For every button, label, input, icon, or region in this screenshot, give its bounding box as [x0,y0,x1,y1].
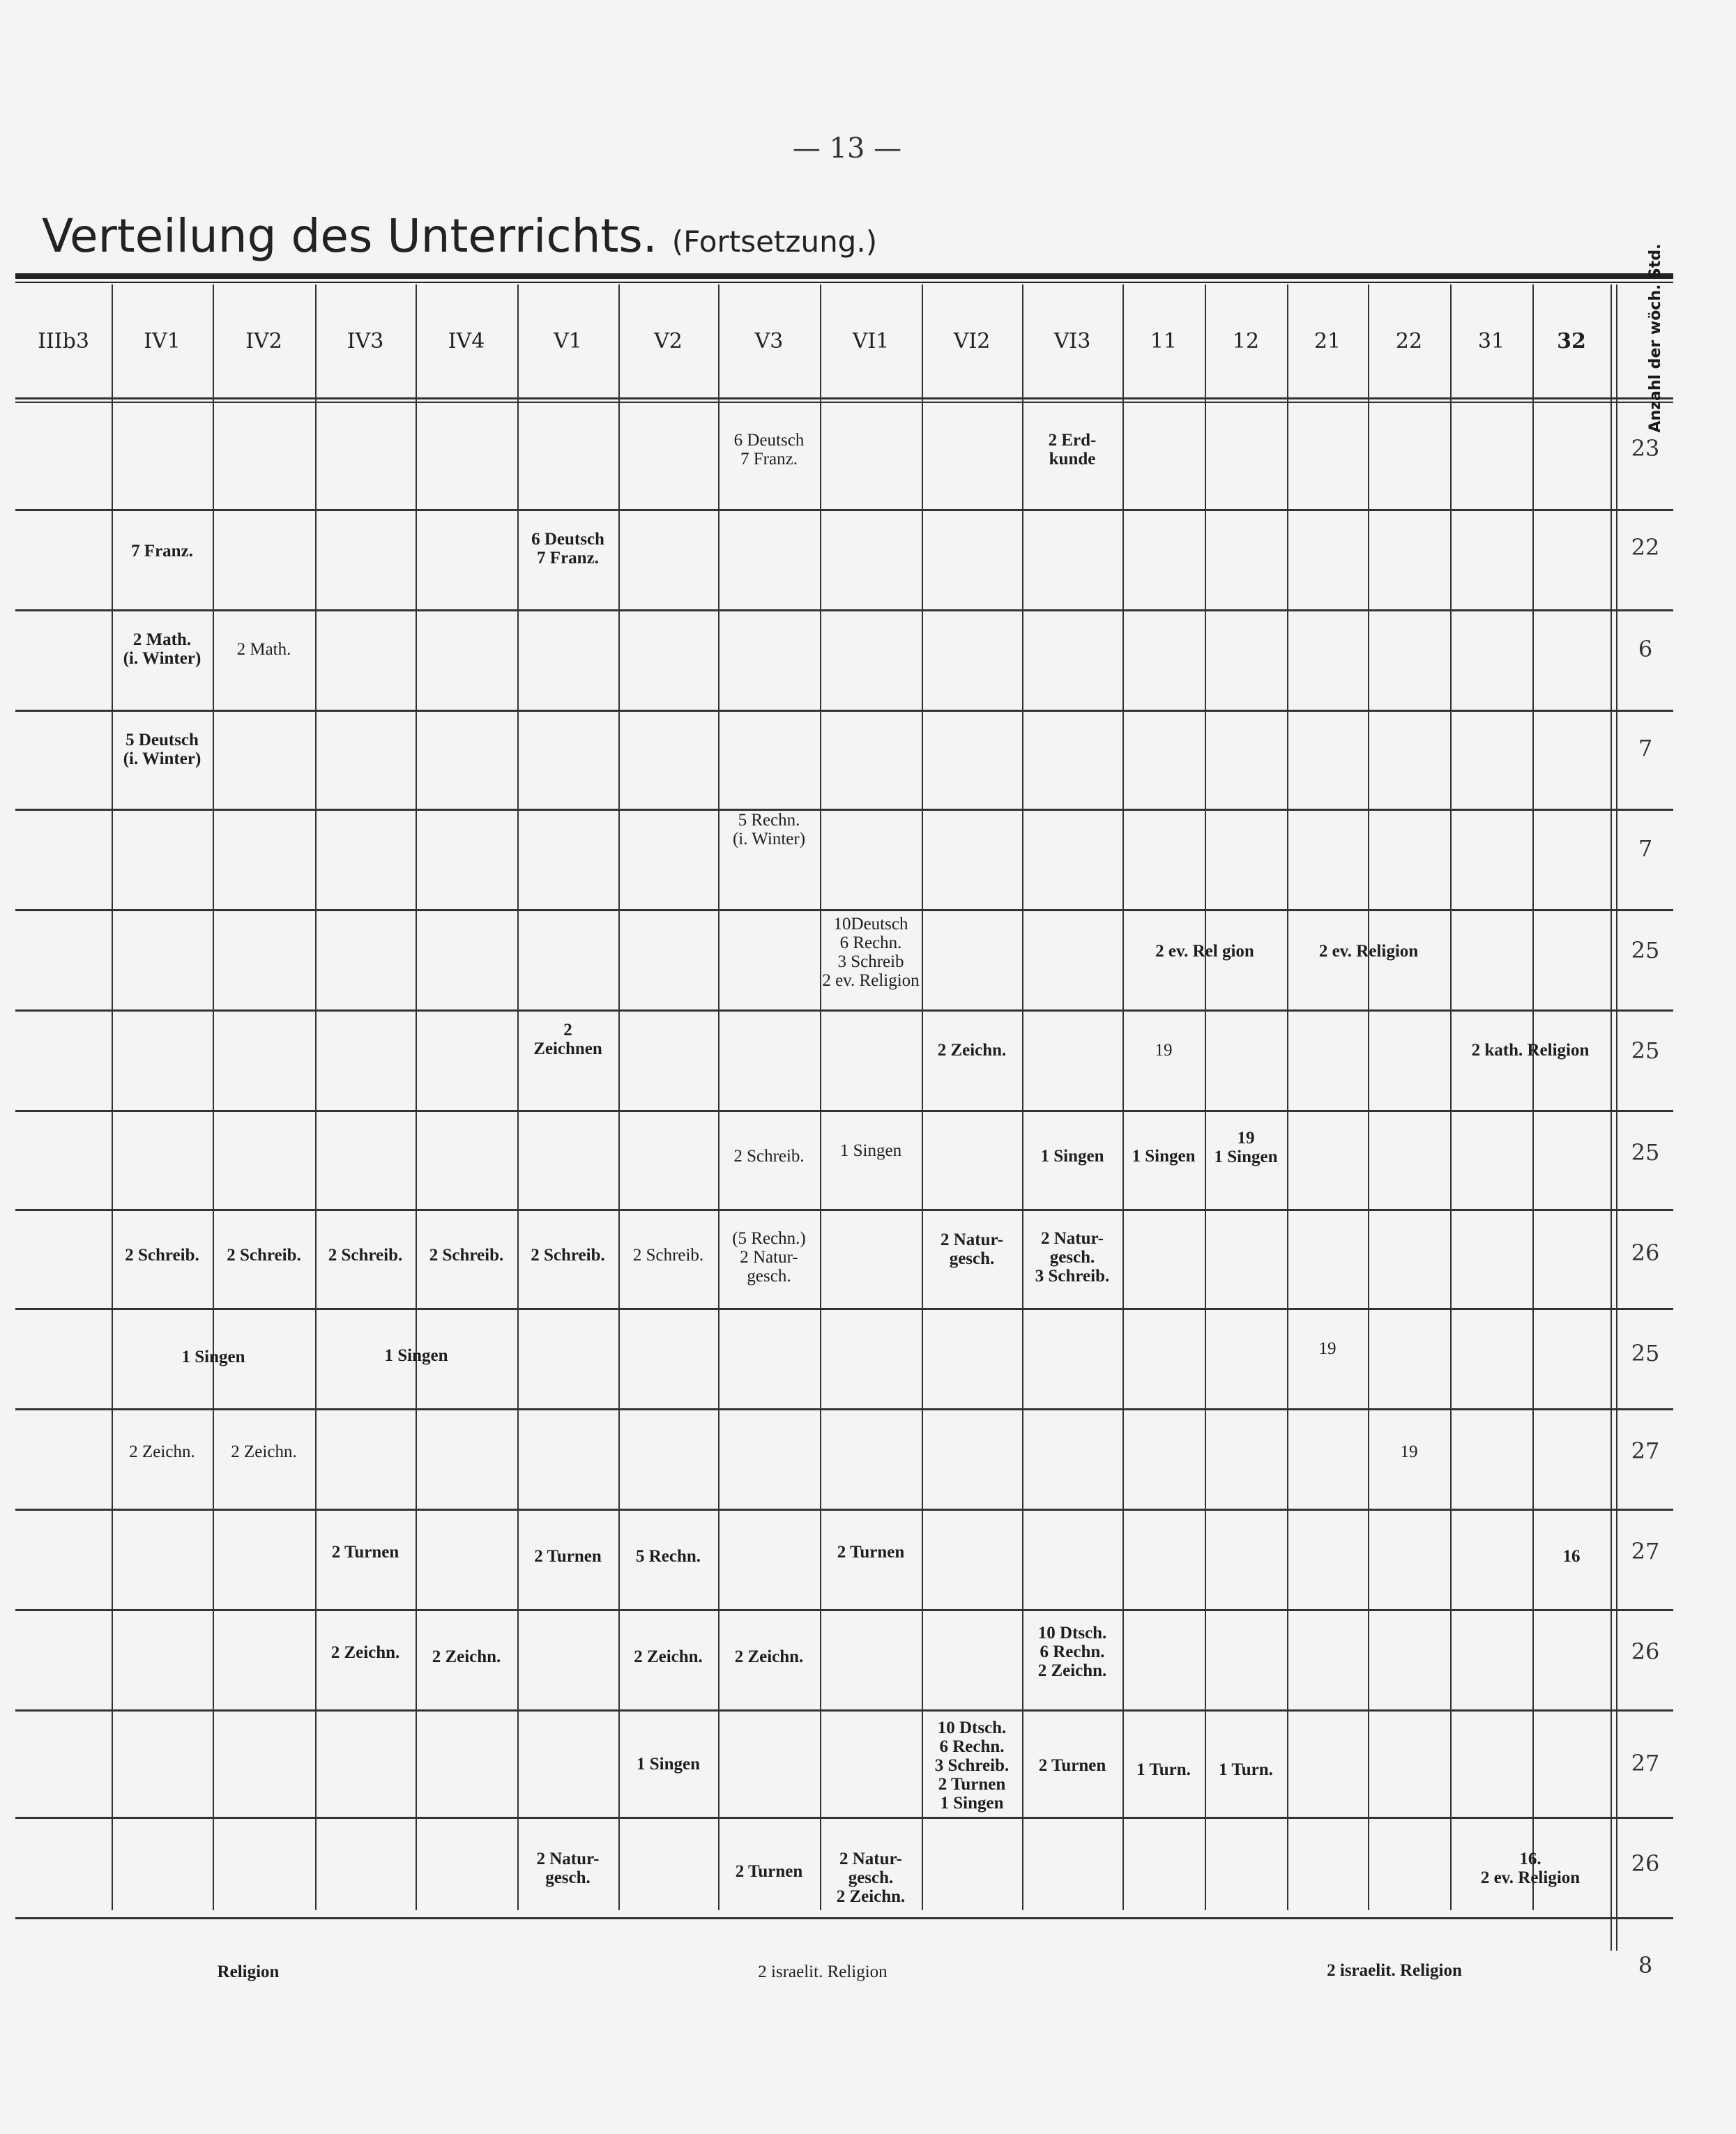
cell-r8-vi3: 1 Singen [1040,1146,1104,1166]
cell-r7-31-32: 2 kath. Religion [1471,1040,1590,1060]
cell-r13-iv4: 2 Zeichn. [432,1647,501,1666]
cell-r14-v2: 1 Singen [636,1754,700,1774]
header-class-11: 11 [1150,329,1178,353]
cell-r9-v2: 2 Schreib. [632,1245,704,1265]
cell-r8-11: 1 Singen [1132,1146,1196,1166]
column-divider [1287,284,1288,1910]
cell-r10-21: 19 [1318,1339,1337,1358]
row-divider [15,1817,1673,1819]
total-r9: 26 [1631,1240,1660,1266]
title-subtitle: (Fortsetzung.) [671,224,878,259]
row-divider [15,402,1673,403]
cell-r3-iv1: 2 Math. (i. Winter) [123,630,201,668]
cell-r12-v1: 2 Turnen [534,1546,602,1566]
column-divider [1450,284,1452,1910]
total-r16: 8 [1638,1952,1653,1979]
cell-r8-v3: 2 Schreib. [733,1146,805,1166]
cell-r8-12: 19 1 Singen [1214,1129,1278,1166]
cell-r9-vi3: 2 Natur- gesch. 3 Schreib. [1035,1228,1110,1286]
column-divider [1611,284,1612,1951]
cell-r11-iv2: 2 Zeichn. [231,1442,297,1461]
row-divider [15,1209,1673,1211]
row-divider [15,1308,1673,1310]
cell-r14-vi3: 2 Turnen [1038,1755,1106,1775]
cell-r1-v3: 6 Deutsch 7 Franz. [733,431,805,468]
total-r5: 7 [1638,835,1653,862]
total-r8: 25 [1631,1139,1660,1166]
header-class-32: 32 [1557,329,1586,353]
cell-r9-v3: (5 Rechn.) 2 Natur- gesch. [732,1228,806,1286]
cell-r13-iv3: 2 Zeichn. [330,1643,400,1662]
cell-r4-iv1: 5 Deutsch (i. Winter) [123,731,201,768]
cell-r3-iv2: 2 Math. [236,639,291,659]
cell-r15-31-32: 16. 2 ev. Religion [1480,1850,1581,1887]
column-divider [213,284,214,1910]
row-divider [15,1709,1673,1712]
cell-r14-vi2: 10 Dtsch. 6 Rechn. 3 Schreib. 2 Turnen 1 Singen [934,1718,1010,1813]
cell-r12-v2: 5 Rechn. [635,1546,701,1566]
header-class-21: 21 [1314,329,1341,353]
cell-r2-v1: 6 Deutsch 7 Franz. [531,530,604,567]
cell-r15-vi1: 2 Natur- gesch. 2 Zeichn. [836,1849,906,1906]
cell-r12-32: 16 [1562,1546,1581,1566]
total-r3: 6 [1638,636,1653,662]
header-hours-column [1642,243,1670,433]
header-class-vi1: VI1 [852,329,890,353]
total-r7: 25 [1631,1037,1660,1064]
column-divider [112,284,113,1910]
cell-r12-vi1: 2 Turnen [837,1542,905,1562]
cell-r11-iv1: 2 Zeichn. [129,1442,195,1461]
header-class-22: 22 [1395,329,1423,353]
header-class-31: 31 [1477,329,1505,353]
column-divider [1122,284,1124,1910]
cell-r9-iv3: 2 Schreib. [328,1245,403,1265]
header-class-v3: V3 [754,329,784,353]
cell-r9-iv1: 2 Schreib. [125,1245,199,1265]
cell-r15-v1: 2 Natur- gesch. [536,1850,600,1887]
column-divider [315,284,317,1910]
row-divider [15,397,1673,399]
cell-r7-11: 19 [1155,1040,1173,1060]
header-class-iv2: IV2 [245,329,282,353]
total-r2: 22 [1631,534,1660,561]
column-divider [1532,284,1534,1910]
cell-r9-vi2: 2 Natur- gesch. [940,1230,1004,1268]
cell-r16-israelit-1: 2 israelit. Religion [758,1962,888,1981]
cell-r6-vi1: 10Deutsch 6 Rechn. 3 Schreib 2 ev. Religion [822,915,920,990]
page-number: — 13 — [792,132,902,165]
cell-r8-vi1: 1 Singen [839,1141,902,1160]
cell-r14-11: 1 Turn. [1136,1760,1191,1779]
cell-r16-israelit-2: 2 israelit. Religion [1327,1960,1462,1980]
header-hours-label: Anzahl der wöch. Std. [1647,243,1664,433]
row-divider [15,809,1673,811]
total-r15: 26 [1631,1850,1660,1877]
cell-r13-v3: 2 Zeichn. [734,1647,804,1666]
row-divider [15,609,1673,611]
cell-r9-v1: 2 Schreib. [531,1245,605,1265]
row-divider [15,1110,1673,1112]
cell-r10-iv3-iv4: 1 Singen [384,1346,448,1365]
cell-r12-iv3: 2 Turnen [331,1542,399,1562]
row-divider [15,710,1673,712]
header-class-vi2: VI2 [953,329,991,353]
header-class-v2: V2 [654,329,683,353]
header-class-v1: V1 [554,329,582,353]
total-r13: 26 [1631,1638,1660,1665]
title-text: Verteilung des Unterrichts. [42,209,657,263]
total-r11: 27 [1631,1438,1660,1464]
row-divider [15,1408,1673,1410]
header-class-vi3: VI3 [1053,329,1091,353]
row-divider [15,1609,1673,1611]
row-divider [15,509,1673,511]
cell-r9-iv2: 2 Schreib. [227,1245,301,1265]
column-divider [1368,284,1369,1910]
total-r10: 25 [1631,1340,1660,1366]
row-divider [15,1509,1673,1511]
total-r14: 27 [1631,1750,1660,1776]
row-divider [15,1009,1673,1012]
header-class-iiib3: IIIb3 [38,329,89,353]
cell-r15-v3: 2 Turnen [735,1861,803,1881]
cell-r6-11-12: 2 ev. Rel gion [1155,941,1254,961]
column-divider [922,284,923,1910]
header-class-iv3: IV3 [347,329,384,353]
cell-r16-religion: Religion [217,1962,280,1981]
column-divider [820,284,821,1910]
cell-r6-21-22: 2 ev. Religion [1318,941,1419,961]
cell-r2-iv1: 7 Franz. [131,541,193,561]
total-r6: 25 [1631,937,1660,963]
total-r4: 7 [1638,735,1653,761]
cell-r5-v3: 5 Rechn. (i. Winter) [732,811,806,848]
header-class-iv4: IV4 [448,329,485,353]
header-class-12: 12 [1232,329,1260,353]
total-r1: 23 [1631,435,1660,462]
cell-r7-vi2: 2 Zeichn. [937,1040,1007,1060]
cell-r7-v1: 2 Zeichnen [533,1021,602,1058]
cell-r11-22: 19 [1400,1442,1418,1461]
cell-r1-vi3: 2 Erd- kunde [1048,431,1097,468]
column-divider [1205,284,1206,1910]
cell-r13-v2: 2 Zeichn. [634,1647,703,1666]
cell-r14-12: 1 Turn. [1219,1760,1273,1779]
header-class-iv1: IV1 [144,329,181,353]
cell-r13-vi3: 10 Dtsch. 6 Rechn. 2 Zeichn. [1037,1623,1107,1680]
cell-r9-iv4: 2 Schreib. [429,1245,504,1265]
total-r12: 27 [1631,1538,1660,1564]
cell-r10-iv1-iv2: 1 Singen [181,1347,245,1366]
row-divider [15,1917,1673,1919]
